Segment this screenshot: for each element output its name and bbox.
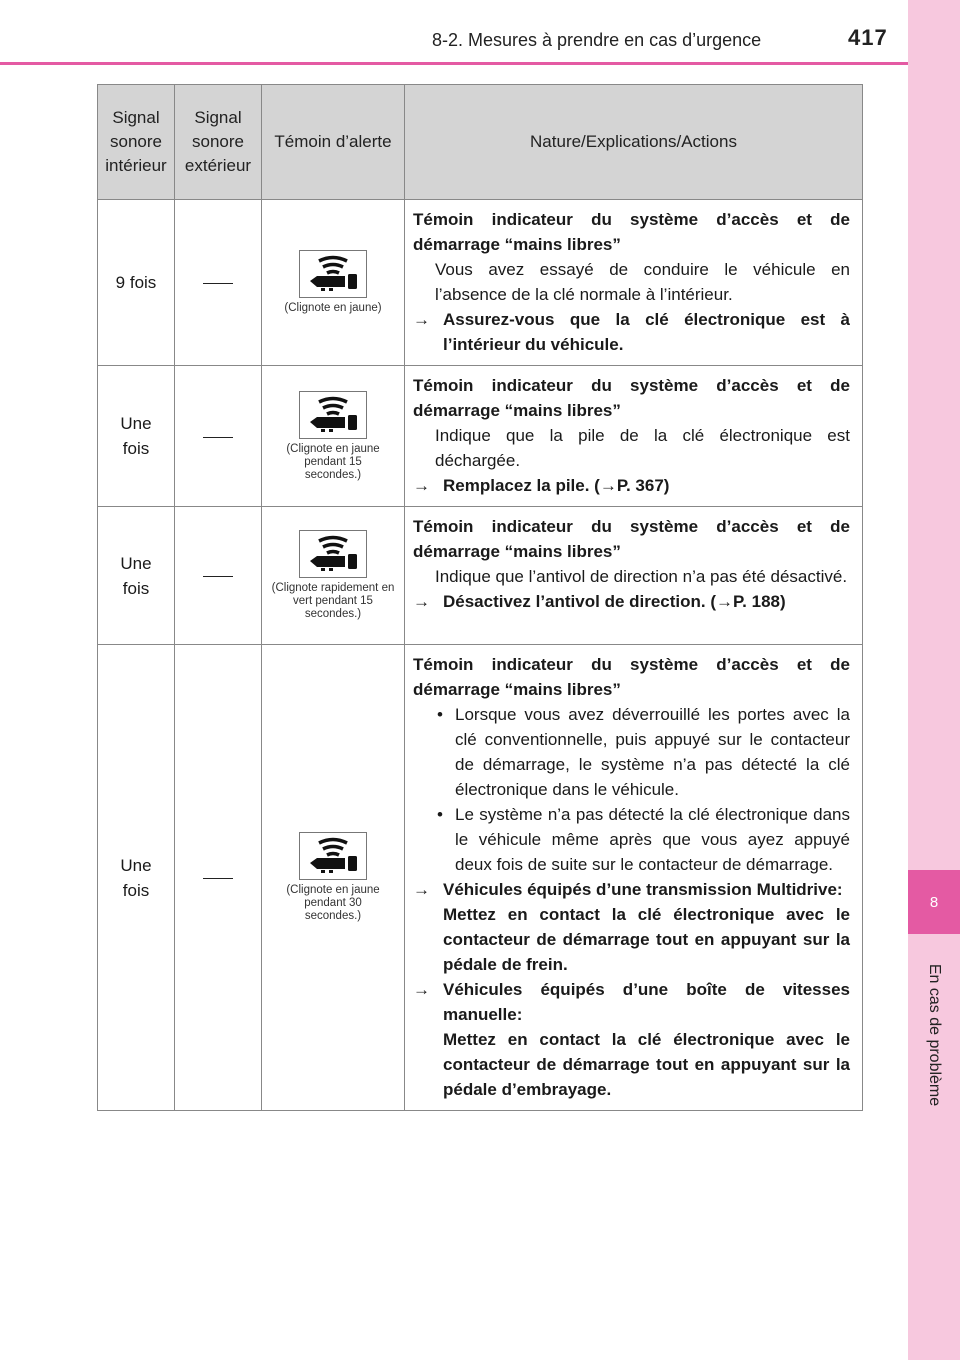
row-title: Témoin indicateur du système d’accès et de démarrage “mains libres” (413, 376, 850, 420)
cell-signal-interieur-text: Une fois (120, 414, 152, 458)
dash-mark (203, 283, 233, 284)
row-bullet-text: Lorsque vous avez déverrouillé les portes avec la clé conventionnelle, puis appuyé sur le contacteur de démarrage, le système n’a pas détecté la clé électronique dans le véhicule. (455, 705, 850, 799)
icon-caption: (Clignote en jaune) (284, 302, 382, 314)
row-title: Témoin indicateur du système d’accès et de démarrage “mains libres” (413, 210, 850, 254)
row-action-text: Désactivez l’antivol de direction. (→P. 188) (443, 592, 786, 611)
cell-signal-interieur (98, 366, 175, 507)
cell-nature (405, 507, 863, 645)
row-title: Témoin indicateur du système d’accès et de démarrage “mains libres” (413, 655, 850, 699)
bullet-icon: • (437, 705, 443, 724)
cell-nature (405, 200, 863, 366)
table-row (98, 507, 863, 645)
column-header-nature: Nature/Explications/Actions (405, 85, 863, 200)
row-explanation: Vous avez essayé de conduire le véhicule en l’absence de la clé normale à l’intérieur. (435, 260, 850, 304)
dash-mark (203, 437, 233, 438)
cell-temoin (262, 645, 405, 1111)
cell-signal-exterieur (175, 200, 262, 366)
smart-key-indicator-icon (299, 250, 367, 298)
dash-mark (203, 576, 233, 577)
row-action-text: Remplacez la pile. (→P. 367) (443, 476, 670, 495)
cell-signal-interieur-text: Une fois (120, 553, 152, 598)
page-number: 417 (848, 25, 888, 50)
cell-signal-exterieur (175, 366, 262, 507)
row-action-body: Mettez en contact la clé électronique avec le contacteur de démarrage tout en appuyant sur la pédale de frein. (443, 905, 850, 974)
row-bullet-text: Le système n’a pas détecté la clé électronique dans le véhicule même après que vous ayez appuyé deux fois de suite sur le contacteur de démarrage. (455, 805, 850, 874)
row-action (413, 589, 850, 614)
cell-signal-interieur (98, 645, 175, 1111)
side-tab-label (908, 940, 960, 1130)
warning-table (97, 84, 863, 1111)
arrow-icon: → (413, 476, 430, 495)
column-header-signal-interieur: Signal sonore intérieur (98, 85, 175, 200)
row-action-head: Véhicules équipés d’une transmission Multidrive: (443, 880, 843, 899)
cell-temoin (262, 366, 405, 507)
cell-signal-interieur-text: Une fois (120, 855, 152, 900)
row-title: Témoin indicateur du système d’accès et de démarrage “mains libres” (413, 517, 850, 561)
cell-signal-exterieur (175, 507, 262, 645)
arrow-icon: → (413, 880, 430, 899)
row-action-head: Véhicules équipés d’une boîte de vitesses manuelle: (443, 980, 850, 1024)
cell-signal-exterieur (175, 645, 262, 1111)
icon-caption: (Clignote rapidement en vert pendant 15 secondes.) (271, 582, 395, 620)
header-rule (0, 62, 908, 65)
icon-caption: (Clignote en jaune pendant 30 secondes.) (286, 884, 380, 922)
row-bullet (413, 702, 850, 802)
row-action (413, 307, 850, 357)
bullet-icon: • (437, 805, 443, 824)
cell-signal-interieur: 9 fois (98, 200, 175, 366)
dash-mark (203, 878, 233, 879)
row-action (413, 473, 850, 498)
cell-nature (405, 366, 863, 507)
row-explanation: Indique que l’antivol de direction n’a pas été désactivé. (435, 567, 848, 586)
row-explanation: Indique que la pile de la clé électronique est déchargée. (435, 426, 850, 470)
table-row (98, 645, 863, 1111)
table-row (98, 200, 863, 366)
column-header-signal-exterieur: Signal sonore extérieur (175, 85, 262, 200)
side-tab-label-text: En cas de problème (926, 963, 943, 1107)
table-row (98, 366, 863, 507)
cell-temoin (262, 507, 405, 645)
row-bullet (413, 802, 850, 877)
column-header-temoin: Témoin d’alerte (262, 85, 405, 200)
side-tab-chapter-number: 8 (908, 870, 960, 934)
row-action-body: Mettez en contact la clé électronique avec le contacteur de démarrage tout en appuyant sur la pédale d’embrayage. (443, 1030, 850, 1099)
icon-caption: (Clignote en jaune pendant 15 secondes.) (286, 442, 380, 481)
row-action (413, 877, 850, 977)
smart-key-indicator-icon (299, 391, 367, 439)
side-tab (908, 0, 960, 1360)
section-title: 8-2. Mesures à prendre en cas d’urgence (432, 30, 762, 50)
row-action (413, 977, 850, 1102)
arrow-icon: → (413, 980, 430, 999)
row-action-text: Assurez-vous que la clé électronique est à l’intérieur du véhicule. (443, 310, 850, 354)
arrow-icon: → (413, 592, 430, 611)
cell-nature (405, 645, 863, 1111)
cell-signal-interieur (98, 507, 175, 645)
cell-temoin (262, 200, 405, 366)
table-header-row (98, 85, 863, 200)
smart-key-indicator-icon (299, 832, 367, 880)
arrow-icon: → (413, 310, 430, 329)
smart-key-indicator-icon (299, 530, 367, 578)
